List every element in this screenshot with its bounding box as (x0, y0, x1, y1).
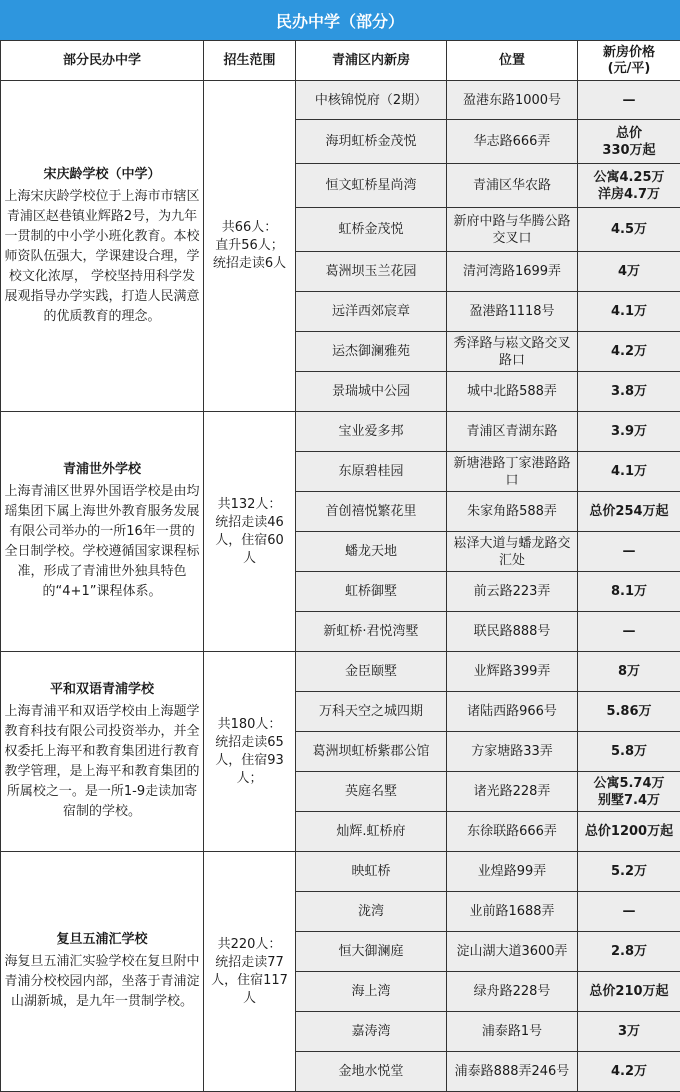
table-row (1, 652, 680, 692)
property-location: 城中北路588弄 (447, 372, 578, 412)
school-name: 宋庆龄学校（中学） (4, 166, 200, 183)
school-housing-table (0, 40, 680, 1092)
property-name: 金臣颐墅 (296, 652, 447, 692)
property-price: 4.5万 (578, 208, 680, 252)
property-location: 新塘港路丁家港路路口 (447, 452, 578, 492)
property-name: 远洋西郊宸章 (296, 292, 447, 332)
property-price: — (578, 532, 680, 572)
property-name: 中核锦悦府（2期） (296, 81, 447, 120)
property-name: 运杰御澜雅苑 (296, 332, 447, 372)
property-price: 8万 (578, 652, 680, 692)
school-description: 上海青浦平和双语学校由上海题学教育科技有限公司投资举办，并全权委托上海平和教育集团进行教育教学管理，是上海平和教育集团的所属校之一。是一所1-9走读加寄宿制的学校。 (4, 702, 200, 822)
property-location: 青浦区华农路 (447, 164, 578, 208)
property-location: 业煌路99弄 (447, 852, 578, 892)
property-price: 4万 (578, 252, 680, 292)
property-name: 映虹桥 (296, 852, 447, 892)
school-description: 上海青浦区世界外国语学校是由均瑶集团下属上海世外教育服务发展有限公司举办的一所16年一贯的全日制学校。学校遵循国家课程标准，形成了青浦世外独具特色的“4+1”课程体系。 (4, 482, 200, 602)
property-price: 4.1万 (578, 452, 680, 492)
property-name: 景瑞城中公园 (296, 372, 447, 412)
property-location: 华志路666弄 (447, 120, 578, 164)
enrollment-scope-cell (204, 412, 296, 652)
property-location: 秀泽路与崧文路交叉路口 (447, 332, 578, 372)
school-description: 海复旦五浦汇实验学校在复旦附中青浦分校校园内部，坐落于青浦淀山湖新城，是九年一贯制学校。 (4, 952, 200, 1012)
property-location: 绿舟路228号 (447, 972, 578, 1012)
property-price: 5.8万 (578, 732, 680, 772)
enrollment-scope: 共66人： 直升56人； 统招走读6人 (210, 219, 289, 273)
property-location: 联民路888号 (447, 612, 578, 652)
header-school: 部分民办中学 (1, 41, 204, 81)
school-name: 平和双语青浦学校 (4, 681, 200, 698)
property-name: 东原碧桂园 (296, 452, 447, 492)
header-location: 位置 (447, 41, 578, 81)
enrollment-scope-cell (204, 652, 296, 852)
header-price (578, 41, 680, 81)
property-name: 恒大御澜庭 (296, 932, 447, 972)
property-location: 清河湾路1699弄 (447, 252, 578, 292)
table-body (1, 81, 680, 1092)
property-location: 诸光路228弄 (447, 772, 578, 812)
property-price: — (578, 892, 680, 932)
property-location: 浦泰路888弄246号 (447, 1052, 578, 1092)
property-name: 万科天空之城四期 (296, 692, 447, 732)
table-row (1, 81, 680, 120)
property-price: 总价254万起 (578, 492, 680, 532)
property-name: 泷湾 (296, 892, 447, 932)
property-price: 总价 330万起 (578, 120, 680, 164)
school-cell (1, 852, 204, 1092)
enrollment-scope-cell (204, 852, 296, 1092)
enrollment-scope: 共180人： 统招走读65人，住宿93人； (210, 716, 289, 788)
property-price: 3万 (578, 1012, 680, 1052)
school-name: 青浦世外学校 (4, 461, 200, 478)
property-location: 诸陆西路966号 (447, 692, 578, 732)
property-name: 葛洲坝玉兰花园 (296, 252, 447, 292)
property-location: 朱家角路588弄 (447, 492, 578, 532)
school-description: 上海宋庆龄学校位于上海市市辖区青浦区赵巷镇业辉路2号，为九年一贯制的中小学小班化教育。本校师资队伍强大，学课建设合理，学校文化浓厚， 学校坚持用科学发展观指导办学实践，打造人民满意的优质教育的理念。 (4, 187, 200, 327)
property-name: 虹桥金茂悦 (296, 208, 447, 252)
property-price: 3.8万 (578, 372, 680, 412)
property-name: 恒文虹桥星尚湾 (296, 164, 447, 208)
property-price: 5.86万 (578, 692, 680, 732)
table-row (1, 412, 680, 452)
property-price: 4.2万 (578, 332, 680, 372)
page-title: 民办中学（部分） (0, 0, 680, 40)
property-location: 新府中路与华腾公路交叉口 (447, 208, 578, 252)
property-location: 盈港路1118号 (447, 292, 578, 332)
school-cell (1, 652, 204, 852)
table-header-row (1, 41, 680, 81)
enrollment-scope: 共220人： 统招走读77人，住宿117人 (210, 936, 289, 1008)
property-name: 宝业爱多邦 (296, 412, 447, 452)
property-price: 3.9万 (578, 412, 680, 452)
property-location: 崧泽大道与蟠龙路交汇处 (447, 532, 578, 572)
property-name: 新虹桥·君悦湾墅 (296, 612, 447, 652)
property-price: 5.2万 (578, 852, 680, 892)
property-price: 公寓4.25万 洋房4.7万 (578, 164, 680, 208)
property-name: 英庭名墅 (296, 772, 447, 812)
property-price: 公寓5.74万 别墅7.4万 (578, 772, 680, 812)
property-price: 2.8万 (578, 932, 680, 972)
property-price: — (578, 612, 680, 652)
table-row (1, 852, 680, 892)
property-name: 灿辉.虹桥府 (296, 812, 447, 852)
property-location: 东徐联路666弄 (447, 812, 578, 852)
property-price: 总价1200万起 (578, 812, 680, 852)
property-location: 前云路223弄 (447, 572, 578, 612)
property-location: 浦泰路1号 (447, 1012, 578, 1052)
property-name: 海上湾 (296, 972, 447, 1012)
school-cell (1, 412, 204, 652)
header-property: 青浦区内新房 (296, 41, 447, 81)
property-name: 嘉涛湾 (296, 1012, 447, 1052)
property-price: 总价210万起 (578, 972, 680, 1012)
property-price: 4.1万 (578, 292, 680, 332)
school-cell (1, 81, 204, 412)
header-price-label: 新房价格 (元/平) (603, 45, 655, 76)
property-price: 4.2万 (578, 1052, 680, 1092)
property-name: 金地水悦堂 (296, 1052, 447, 1092)
property-price: — (578, 81, 680, 120)
property-location: 青浦区青湖东路 (447, 412, 578, 452)
property-name: 虹桥御墅 (296, 572, 447, 612)
header-scope: 招生范围 (204, 41, 296, 81)
property-location: 盈港东路1000号 (447, 81, 578, 120)
property-name: 蟠龙天地 (296, 532, 447, 572)
property-name: 首创禧悦繁花里 (296, 492, 447, 532)
property-name: 葛洲坝虹桥紫郡公馆 (296, 732, 447, 772)
property-location: 业辉路399弄 (447, 652, 578, 692)
property-name: 海玥虹桥金茂悦 (296, 120, 447, 164)
enrollment-scope: 共132人： 统招走读46人，住宿60人 (210, 496, 289, 568)
enrollment-scope-cell (204, 81, 296, 412)
property-price: 8.1万 (578, 572, 680, 612)
school-name: 复旦五浦汇学校 (4, 931, 200, 948)
property-location: 淀山湖大道3600弄 (447, 932, 578, 972)
property-location: 业前路1688弄 (447, 892, 578, 932)
property-location: 方家塘路33弄 (447, 732, 578, 772)
